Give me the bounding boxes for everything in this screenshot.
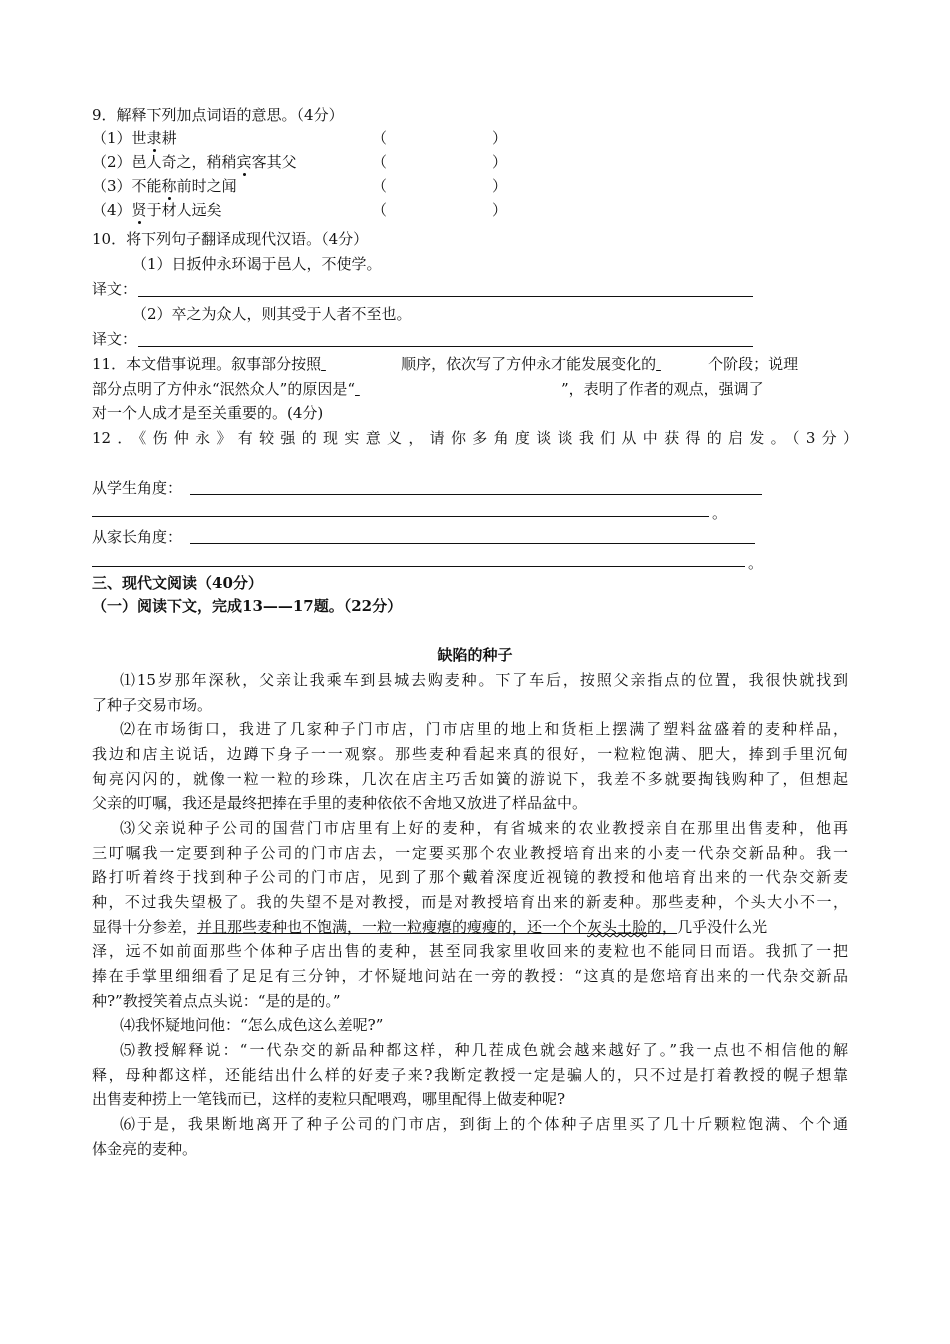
translation-label: 译文： [92,330,138,348]
student-answer-blank-1[interactable] [190,494,762,495]
article-line: ⑵在市场街口，我进了几家种子门市店，门市店里的地上和货柜上摆满了塑料盆盛着的麦种样品， [120,720,848,738]
student-angle-label: 从学生角度： [92,479,183,497]
q12-title: 12．《伤仲永》有较强的现实意义，请你多角度谈谈我们从中获得的启发。（3分） [92,429,858,447]
article-text: 的， [647,918,678,936]
underlined-sentence [197,918,677,936]
article-line: 出售麦种捞上一笔钱而已，这样的麦粒只配喂鸡，哪里配得上做麦种呢? [92,1090,566,1108]
wavy-underlined-phrase: 灰头土脸 [587,918,648,936]
q11-text: ”，表明了作者的观点，强调了 [561,380,764,398]
answer-paren-close: ） [492,129,508,147]
q9-item-post: 耕 [161,129,177,147]
parent-answer-blank-2[interactable] [92,566,745,567]
q9-item-2 [92,152,297,172]
article-line: 捧在手掌里细细看了足足有三分钟，才怀疑地问站在一旁的教授：“这真的是您培育出来的一代杂交新品 [92,967,848,985]
answer-paren-open: （ [372,153,388,171]
dotted-word: 隶 [146,129,162,147]
article-line: 种?”教授笑着点点头说：“是的是的。” [92,992,341,1010]
q10-sentence-1: （1）日扳仲永环谒于邑人，不使学。 [132,255,382,273]
end-mark: 。 [712,504,728,522]
q11-line-1 [92,354,798,374]
answer-paren-open: （ [372,177,388,195]
fill-blank-stages[interactable] [656,354,708,374]
article-line: ⑹于是，我果断地离开了种子公司的门市店，到街上的个体种子店里买了几十斤颗粒饱满、个个通 [120,1115,848,1133]
article-line: ⑷我怀疑地问他：“怎么成色这么差呢?” [120,1016,384,1034]
answer-paren-open: （ [372,129,388,147]
student-answer-blank-2[interactable] [92,516,709,517]
parent-angle-label: 从家长角度： [92,528,183,546]
article-line-underlined [92,917,767,937]
q9-item-3 [92,176,237,196]
answer-paren-close: ） [492,177,508,195]
dotted-word: 宾 [236,153,252,171]
q9-item-pre: （2）邑人奇之，稍稍 [92,153,237,171]
q11-text: 个阶段；说理 [708,355,799,373]
dotted-word: 贤 [131,201,147,219]
end-mark: 。 [748,554,764,572]
q9-item-pre: （1）世 [92,129,147,147]
parent-answer-blank-1[interactable] [190,543,755,544]
article-line: ⑸教授解释说：“一代杂交的新品种都这样，种几茬成色就会越来越好了。”我一点也不相信他的解 [120,1041,848,1059]
article-text: 显得十分参差， [92,918,198,936]
q11-line-2 [92,379,764,399]
fill-blank-reason[interactable] [355,379,561,399]
q11-text: 部分点明了方仲永“泯然众人”的原因是“ [92,380,356,398]
q10-sentence-2: （2）卒之为众人，则其受于人者不至也。 [132,305,412,323]
answer-paren-close: ） [492,153,508,171]
translation-blank-1[interactable] [138,296,753,297]
q9-item-post: 于材人远矣 [146,201,222,219]
dotted-word: 称 [161,177,177,195]
article-line: 三叮嘱我一定要到种子公司的门市店去，一定要买那个农业教授培育出来的小麦一代杂交新品种。我一 [92,844,848,862]
article-line: 甸亮闪闪的，就像一粒一粒的珍珠，几次在店主巧舌如簧的游说下，我差不多就要掏钱购种了，但想起 [92,770,848,788]
article-line: 释，母种都这样，还能结出什么样的好麦子来?我断定教授一定是骗人的，只不过是打着教授的幌子想靠 [92,1066,848,1084]
article-line: ⑶父亲说种子公司的国营门市店里有上好的麦种，有省城来的农业教授亲自在那里出售麦种，他再 [120,819,848,837]
article-line: 路打听着终于找到种子公司的门市店，见到了那个戴着深度近视镜的教授和他培育出来的一代杂交新麦 [92,868,848,886]
article-line: 我边和店主说话，边蹲下身子一一观察。那些麦种看起来真的很好，一粒粒饱满、肥大，捧到手里沉甸 [92,745,848,763]
q9-item-pre: （3）不能 [92,177,162,195]
q9-item-post: 客其父 [251,153,297,171]
section-subtitle: （一）阅读下文，完成13——17题。（22分） [92,597,403,615]
article-text: 几乎没什么光 [677,918,768,936]
q11-text: 11．本文借事说理。叙事部分按照 [92,355,322,373]
answer-paren-open: （ [372,201,388,219]
article-line: 了种子交易市场。 [92,696,213,714]
q10-title: 10．将下列句子翻译成现代汉语。（4分） [92,230,369,248]
answer-paren-close: ） [492,201,508,219]
article-text: 并且那些麦种也不饱满，一粒一粒瘦瘪的瘦瘦的，还一个个 [197,918,588,936]
article-line: 种，不过我失望极了。我的失望不是对教授，而是对教授培育出来的新麦种。那些麦种，个头大小不一， [92,893,848,911]
q9-item-post: 前时之闻 [176,177,237,195]
translation-label: 译文： [92,280,138,298]
article-line: 泽，远不如前面那些个体种子店出售的麦种，甚至同我家里收回来的麦粒也不能同日而语。我抓了一把 [92,942,848,960]
translation-blank-2[interactable] [138,346,753,347]
q9-item-4 [92,200,222,220]
q9-title: 9．解释下列加点词语的意思。（4分） [92,106,344,124]
article-title: 缺陷的种子 [437,646,513,664]
section-title: 三、现代文阅读（40分） [92,574,263,592]
q9-item-pre: （4） [92,201,132,219]
fill-blank-order[interactable] [321,354,401,374]
q9-item-1 [92,128,177,148]
article-line: 体金亮的麦种。 [92,1140,198,1158]
article-line: ⑴15岁那年深秋，父亲让我乘车到县城去购麦种。下了车后，按照父亲指点的位置，我很快就找到 [120,671,848,689]
q11-text: 顺序，依次写了方仲永才能发展变化的 [401,355,657,373]
article-line: 父亲的叮嘱，我还是最终把捧在手里的麦种依依不舍地又放进了样品盆中。 [92,794,588,812]
q11-line-3: 对一个人成才是至关重要的。(4分) [92,404,324,422]
